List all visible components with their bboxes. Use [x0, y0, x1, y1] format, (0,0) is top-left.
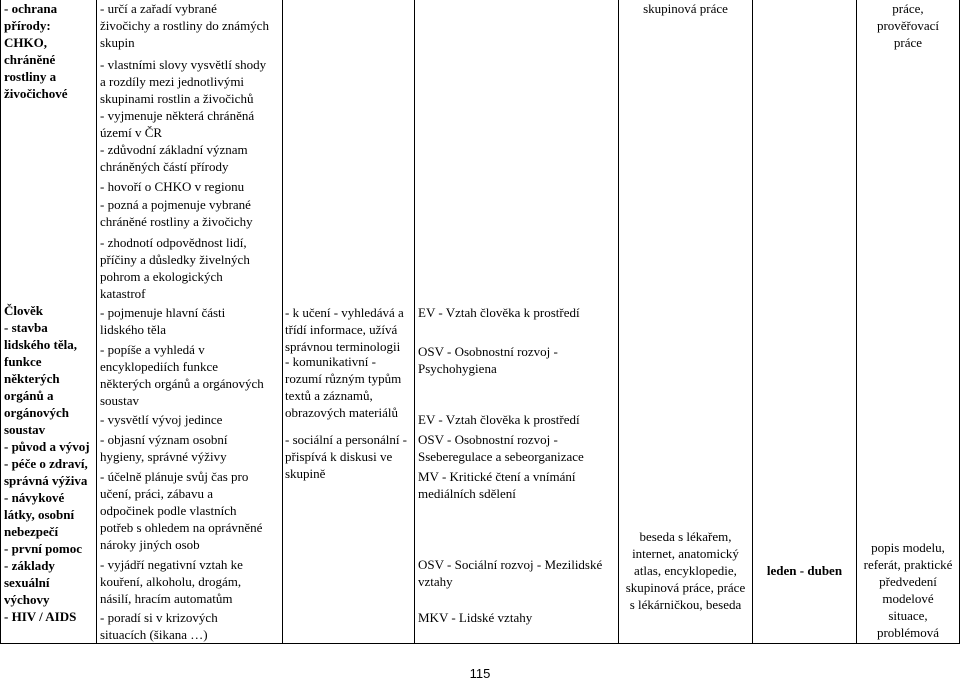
evaluation-top: práce, prověřovací práce	[876, 1, 940, 50]
competence-item: - k učení - vyhledává a třídí informace, užívá správnou terminologii	[285, 305, 404, 354]
outcome-item: - vysvětlí vývoj jedince	[100, 412, 223, 427]
cross-curricular-item: OSV - Sociální rozvoj - Mezilidské vztahy	[418, 557, 603, 589]
cross-curricular-item: OSV - Osobnostní rozvoj - Psychohygiena	[418, 344, 558, 376]
cross-curricular-item: EV - Vztah člověka k prostředí	[418, 412, 580, 427]
column-divider	[282, 0, 283, 644]
topic-protection-of-nature: - ochrana přírody: CHKO, chráněné rostliny a živočichové	[4, 1, 68, 101]
evaluation-bottom: popis modelu, referát, praktické předvedení modelové situace, problémová	[863, 540, 953, 640]
time-period: leden - duben	[766, 563, 843, 578]
cross-curricular-item: MKV - Lidské vztahy	[418, 610, 533, 625]
cross-curricular-item: EV - Vztah člověka k prostředí	[418, 305, 580, 320]
column-divider	[414, 0, 415, 644]
outcome-item: - vlastními slovy vysvětlí shody a rozdíly mezi jednotlivými skupinami rostlin a živočichů	[100, 57, 267, 106]
outcome-item: - popíše a vyhledá v encyklopediích funkce některých orgánů a orgánových soustav	[100, 342, 264, 408]
outcome-item: - hovoří o CHKO v regionu	[100, 179, 245, 194]
outcome-item: - vyjádří negativní vztah ke kouření, alkoholu, drogám, násilí, hracím automatům	[100, 557, 243, 606]
cross-curricular-item: MV - Kritické čtení a vnímání mediálních sdělení	[418, 469, 576, 501]
outcome-item: - vyjmenuje některá chráněná území v ČR	[100, 108, 255, 140]
outcome-item: - pojmenuje hlavní části lidského těla	[100, 305, 226, 337]
outcome-item: - poradí si v krizových situacích (šikana …)	[100, 610, 218, 642]
outcome-item: - zhodnotí odpovědnost lidí, příčiny a důsledky živelných pohrom a ekologických katastrof	[100, 235, 250, 301]
competence-item: - sociální a personální - přispívá k diskusi ve skupině	[285, 432, 408, 481]
table-border-bottom	[0, 643, 960, 644]
topic-human: Člověk - stavba lidského těla, funkce některých orgánů a orgánových soustav - původ a vývoj - péče o zdraví, správná výživa - návykové látky, osobní nebezpečí - první pomoc - základy sexuální výchovy - HIV / AIDS	[4, 303, 90, 624]
methods-bottom: beseda s lékařem, internet, anatomický atlas, encyklopedie, skupinová práce, práce s lékárničkou, beseda	[625, 529, 746, 612]
outcome-item: - objasní význam osobní hygieny, správné výživy	[100, 432, 228, 464]
cross-curricular-item: OSV - Osobnostní rozvoj - Sseberegulace a sebeorganizace	[418, 432, 584, 464]
outcome-item: - pozná a pojmenuje vybrané chráněné rostliny a živočichy	[100, 197, 253, 229]
column-divider	[752, 0, 753, 644]
column-divider	[96, 0, 97, 644]
outcome-item: - zdůvodní základní význam chráněných částí přírody	[100, 142, 248, 174]
outcome-item: - účelně plánuje svůj čas pro učení, práci, zábavu a odpočinek podle vlastních potřeb s ohledem na oprávněné nároky jiných osob	[100, 469, 263, 552]
page-number: 115	[469, 666, 491, 681]
table-border-left	[0, 0, 1, 644]
outcome-item: - určí a zařadí vybrané živočichy a rostliny do známých skupin	[100, 1, 269, 50]
methods-top: skupinová práce	[643, 1, 728, 16]
competence-item: - komunikativní - rozumí různým typům textů a záznamů, obrazových materiálů	[285, 354, 402, 420]
